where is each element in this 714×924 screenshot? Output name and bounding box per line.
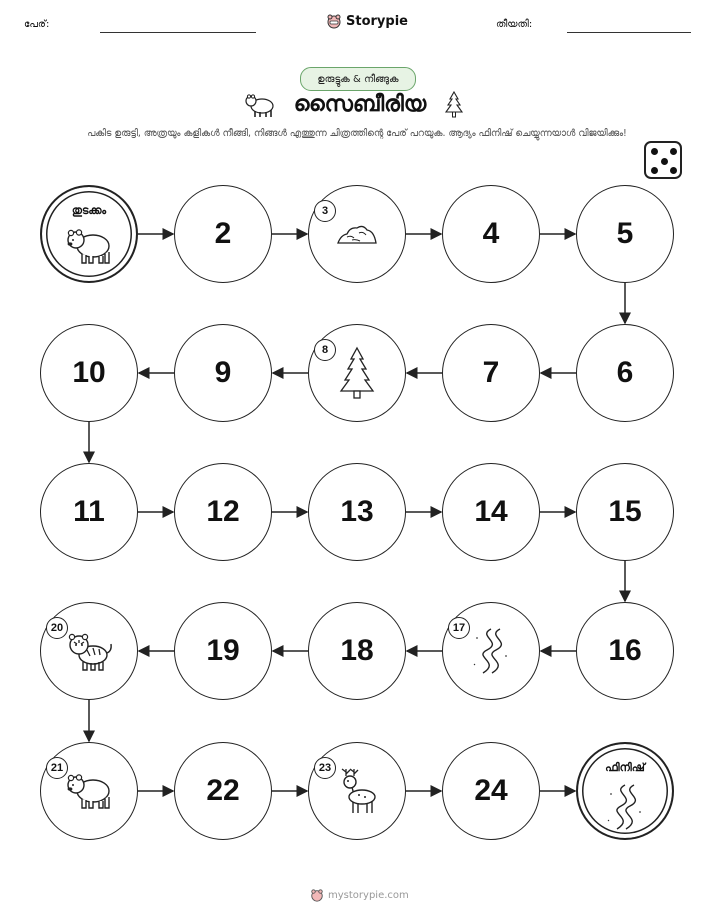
tiger-icon xyxy=(65,629,113,673)
board-space[interactable] xyxy=(576,324,674,422)
storypie-logo-icon xyxy=(326,13,342,29)
board-space[interactable] xyxy=(308,602,406,700)
board-space[interactable] xyxy=(40,463,138,561)
space-number: 18 xyxy=(340,634,374,667)
bear-icon xyxy=(244,91,276,119)
pine-tree-icon xyxy=(337,345,377,401)
board-space[interactable] xyxy=(174,463,272,561)
board-space[interactable] xyxy=(308,185,406,283)
space-number: 24 xyxy=(474,774,508,807)
dice[interactable] xyxy=(644,141,682,179)
board-space[interactable] xyxy=(576,602,674,700)
name-line[interactable] xyxy=(100,32,256,33)
space-number: 22 xyxy=(206,774,240,807)
space-number: 11 xyxy=(73,495,105,528)
space-number: 12 xyxy=(206,495,240,528)
space-number: 9 xyxy=(214,356,232,389)
footer-url: mystorypie.com xyxy=(328,889,409,901)
date-line[interactable] xyxy=(567,32,691,33)
space-number-chip: 20 xyxy=(46,617,68,639)
board-space[interactable] xyxy=(442,463,540,561)
game-type-badge: ഉരുട്ടുക & നീങ്ങുക xyxy=(300,67,416,91)
brand xyxy=(326,13,408,29)
space-number: 5 xyxy=(616,217,634,250)
space-number: 10 xyxy=(72,356,106,389)
board-space[interactable] xyxy=(442,602,540,700)
board-space[interactable] xyxy=(576,185,674,283)
board-space[interactable] xyxy=(442,324,540,422)
page-title: സൈബീരിയ xyxy=(293,92,427,117)
river-icon xyxy=(469,626,513,676)
pine-tree-icon xyxy=(442,90,466,120)
bear-icon xyxy=(63,225,115,271)
space-number-chip: 3 xyxy=(314,200,336,222)
snow-pile-icon xyxy=(335,221,379,247)
board-space[interactable] xyxy=(174,742,272,840)
start-space[interactable] xyxy=(40,185,138,283)
instructions: പകിട ഉരുട്ടി, അത്രയും കളികൾ നീങ്ങി, നിങ്ങൾ എത്തുന്ന ചിത്രത്തിന്റെ പേര് പറയുക. ആദ്യം ഫിനിഷ് ചെയ്യുന്നയാൾ വിജയിക്കും! xyxy=(87,128,627,139)
board-space[interactable] xyxy=(174,185,272,283)
dice-pip xyxy=(651,148,658,155)
dice-pip xyxy=(661,158,668,165)
board-space[interactable] xyxy=(442,742,540,840)
space-number: 19 xyxy=(206,634,240,667)
board-space[interactable] xyxy=(40,324,138,422)
board-space[interactable] xyxy=(442,185,540,283)
board-space[interactable] xyxy=(174,602,272,700)
space-number: 14 xyxy=(474,495,508,528)
space-number-chip: 21 xyxy=(46,757,68,779)
name-label: പേര്: xyxy=(24,19,50,30)
dice-pip xyxy=(651,167,658,174)
board-space[interactable] xyxy=(40,742,138,840)
river-icon xyxy=(603,782,647,836)
deer-icon xyxy=(334,765,380,817)
board-space[interactable] xyxy=(174,324,272,422)
board-space[interactable] xyxy=(308,463,406,561)
board-space[interactable] xyxy=(40,602,138,700)
space-number: 13 xyxy=(340,495,374,528)
brand-name: Storypie xyxy=(346,13,408,29)
board-space[interactable] xyxy=(576,463,674,561)
space-number-chip: 8 xyxy=(314,339,336,361)
storypie-logo-icon xyxy=(310,888,324,902)
board-space[interactable] xyxy=(308,324,406,422)
bear-icon xyxy=(63,770,115,812)
board-space[interactable] xyxy=(308,742,406,840)
finish-space[interactable] xyxy=(576,742,674,840)
space-number-chip: 17 xyxy=(448,617,470,639)
space-caption: തുടക്കം xyxy=(71,204,107,217)
space-number: 2 xyxy=(214,217,232,250)
dice-pip xyxy=(670,148,677,155)
space-number: 7 xyxy=(482,356,500,389)
space-number: 6 xyxy=(616,356,634,389)
date-label: തീയതി: xyxy=(496,19,533,30)
space-number: 16 xyxy=(608,634,642,667)
dice-pip xyxy=(670,167,677,174)
footer xyxy=(310,888,409,902)
space-number: 15 xyxy=(608,495,642,528)
space-caption: ഫിനിഷ് xyxy=(605,761,645,774)
space-number: 4 xyxy=(482,217,500,250)
space-number-chip: 23 xyxy=(314,757,336,779)
